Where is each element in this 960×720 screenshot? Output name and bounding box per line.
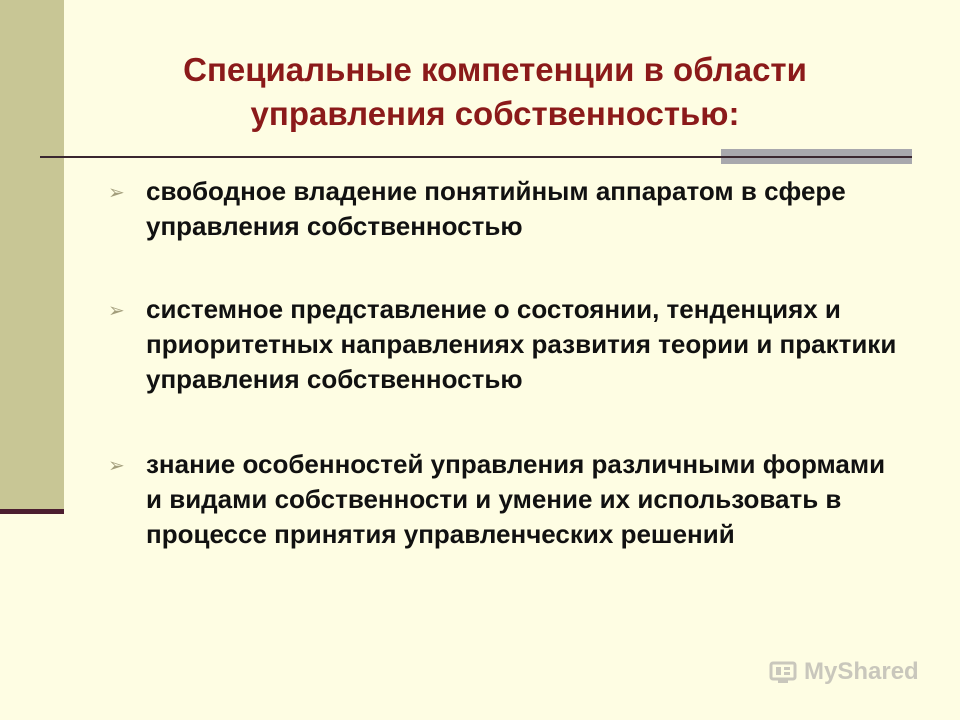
arrow-bullet-icon: ➢: [108, 455, 125, 477]
bullet-item: [108, 174, 908, 244]
bullet-item: [108, 292, 908, 397]
bullet-item: [108, 447, 908, 552]
left-decor-rule: [0, 509, 64, 514]
arrow-bullet-icon: ➢: [108, 300, 125, 322]
myshared-logo-icon: [768, 659, 798, 685]
bullet-text: знание особенностей управления различными формами и видами собственности и умение их использовать в процессе принятия управленческих решений: [146, 449, 886, 549]
bullet-text: свободное владение понятийным аппаратом в сфере управления собственностью: [146, 176, 846, 241]
bullet-text: системное представление о состоянии, тенденциях и приоритетных направлениях развития теории и практики управления собственностью: [146, 294, 897, 394]
bullet-list: [108, 170, 908, 552]
slide-title: Специальные компетенции в области управления собственностью:: [183, 51, 807, 132]
watermark: [768, 658, 919, 686]
left-decor-band: [0, 0, 64, 512]
title-accent-line: [721, 156, 912, 158]
watermark-label: MyShared: [804, 658, 919, 685]
arrow-bullet-icon: ➢: [108, 182, 125, 204]
